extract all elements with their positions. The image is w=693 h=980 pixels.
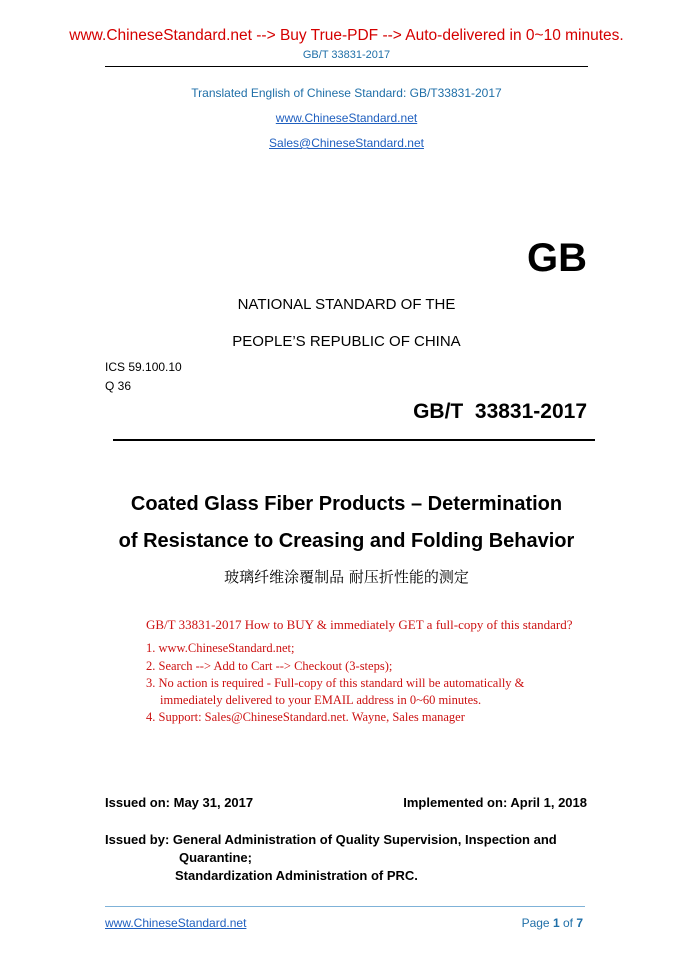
- purchase-item: 3. No action is required - Full-copy of this standard will be automatically &: [146, 676, 525, 690]
- standard-divider: [113, 439, 595, 441]
- purchase-item: immediately delivered to your EMAIL address in 0~60 minutes.: [160, 693, 482, 707]
- page-indicator: [522, 916, 583, 930]
- title-line2: of Resistance to Creasing and Folding Behavior: [118, 530, 575, 552]
- email-link[interactable]: Sales@ChineseStandard.net: [269, 136, 424, 150]
- page-current: 1: [552, 916, 560, 930]
- national-standard-line2: PEOPLE’S REPUBLIC OF CHINA: [232, 333, 461, 350]
- page-total: 7: [576, 916, 583, 930]
- standard-number: GB/T 33831-2017: [413, 400, 587, 423]
- national-standard-line1: NATIONAL STANDARD OF THE: [237, 296, 456, 313]
- issuer-line1: Issued by: General Administration of Quality Supervision, Inspection and: [105, 832, 557, 847]
- title-line1: Coated Glass Fiber Products – Determination: [130, 493, 563, 515]
- footer-divider: [105, 906, 585, 907]
- classification-code: Q 36: [105, 379, 132, 393]
- issuer-line3: Standardization Administration of PRC.: [175, 868, 418, 883]
- ics-code: ICS 59.100.10: [105, 360, 182, 374]
- header-divider: [105, 66, 588, 67]
- top-banner[interactable]: www.ChineseStandard.net --> Buy True-PDF --> Auto-delivered in 0~10 minutes.: [69, 27, 624, 44]
- header-standard-code: GB/T 33831-2017: [302, 49, 391, 61]
- implemented-date: Implemented on: April 1, 2018: [403, 795, 587, 810]
- page-prefix: Page: [521, 916, 553, 930]
- translated-notice: Translated English of Chinese Standard: GB/T33831-2017: [191, 86, 502, 100]
- purchase-heading: GB/T 33831-2017 How to BUY & immediately GET a full-copy of this standard?: [146, 617, 573, 632]
- purchase-item[interactable]: 1. www.ChineseStandard.net;: [146, 641, 295, 655]
- issued-date: Issued on: May 31, 2017: [105, 795, 254, 810]
- footer-website-link[interactable]: www.ChineseStandard.net: [105, 916, 247, 930]
- website-link[interactable]: www.ChineseStandard.net: [275, 111, 418, 125]
- title-chinese: 玻璃纤维涂覆制品 耐压折性能的测定: [224, 568, 469, 586]
- purchase-item: 4. Support: Sales@ChineseStandard.net. Wayne, Sales manager: [146, 710, 465, 724]
- issuer-line2: Quarantine;: [179, 850, 252, 865]
- gb-mark: GB: [527, 236, 587, 280]
- page-mid: of: [559, 916, 577, 930]
- purchase-item: 2. Search --> Add to Cart --> Checkout (3-steps);: [146, 659, 393, 673]
